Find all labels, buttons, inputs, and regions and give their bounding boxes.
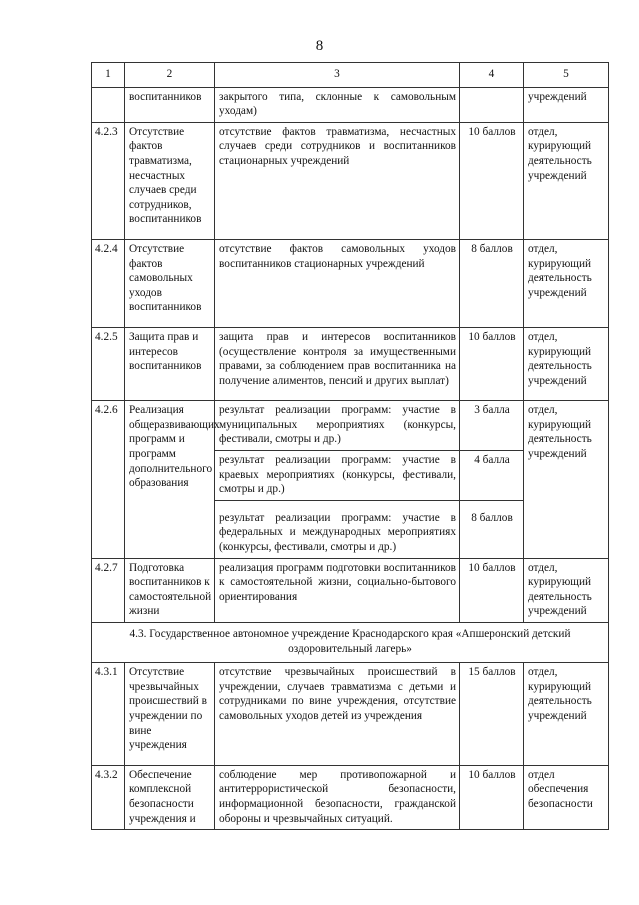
header-cell: 1	[92, 63, 125, 88]
responsible-unit: отдел, курирующий деятельность учреждений	[524, 122, 609, 239]
table-row	[92, 327, 609, 400]
criterion-description: защита прав и интересов воспитанников (осуществление контроля за имущественными правами, за соблюдением прав воспитанника на получение алиментов, пенсий и других выплат)	[215, 327, 460, 400]
table-row	[92, 558, 609, 622]
criterion-name: Защита прав и интересов воспитанников	[125, 327, 215, 400]
criteria-table	[91, 62, 609, 830]
row-number: 4.2.7	[92, 558, 125, 622]
table-row	[92, 765, 609, 829]
header-cell: 5	[524, 63, 609, 88]
row-number	[92, 87, 125, 122]
criterion-score: 10 баллов	[460, 558, 524, 622]
section-row	[92, 623, 609, 663]
table-row	[92, 239, 609, 327]
section-heading: 4.3. Государственное автономное учреждение Краснодарского края «Апшеронский детский оздоровительный лагерь»	[92, 623, 609, 663]
responsible-unit: отдел обеспечения безопасности	[524, 765, 609, 829]
row-number: 4.2.6	[92, 401, 125, 558]
responsible-unit: учреждений	[524, 87, 609, 122]
responsible-unit: отдел, курирующий деятельность учреждений	[524, 327, 609, 400]
criterion-score: 10 баллов	[460, 122, 524, 239]
table-row	[92, 122, 609, 239]
row-number: 4.3.2	[92, 765, 125, 829]
criterion-name: Реализация общеразвивающих программ и программ дополнительного образования	[125, 401, 215, 558]
criterion-name: Отсутствие фактов травматизма, несчастных случаев среди сотрудников, воспитанников	[125, 122, 215, 239]
table-row	[92, 663, 609, 766]
criterion-description: реализация программ подготовки воспитанников к самостоятельной жизни, социально-бытового ориентирования	[215, 558, 460, 622]
criterion-name: Отсутствие чрезвычайных происшествий в учреждении по вине учреждения	[125, 663, 215, 766]
responsible-unit: отдел, курирующий деятельность учреждений	[524, 663, 609, 766]
criterion-description: отсутствие фактов самовольных уходов воспитанников стационарных учреждений	[215, 239, 460, 327]
header-cell: 2	[125, 63, 215, 88]
criterion-score: 15 баллов	[460, 663, 524, 766]
criterion-score	[460, 87, 524, 122]
responsible-unit: отдел, курирующий деятельность учреждений	[524, 558, 609, 622]
criterion-description: соблюдение мер противопожарной и антитеррористической безопасности, информационной безопасности, гражданской обороны и чрезвычайных ситуаций.	[215, 765, 460, 829]
table-header-row	[92, 63, 609, 88]
criterion-description: отсутствие чрезвычайных происшествий в учреждении, случаев травматизма с детьми и сотрудниками по вине учреждения, отсутствие самовольных уходов детей из учреждения	[215, 663, 460, 766]
table-row	[92, 401, 609, 451]
responsible-unit: отдел, курирующий деятельность учреждений	[524, 239, 609, 327]
criterion-description: результат реализации программ: участие в федеральных и международных мероприятиях (конкурсы, фестивали, смотры и др.)	[215, 500, 460, 558]
criterion-score: 8 баллов	[460, 239, 524, 327]
criterion-score: 10 баллов	[460, 765, 524, 829]
criterion-name: воспитанников	[125, 87, 215, 122]
table-row	[92, 87, 609, 122]
criterion-description: результат реализации программ: участие в краевых мероприятиях (конкурсы, фестивали, смотры и др.)	[215, 451, 460, 501]
criterion-name: Обеспечение комплексной безопасности учреждения и	[125, 765, 215, 829]
row-number: 4.2.4	[92, 239, 125, 327]
page-number: 8	[315, 38, 324, 54]
criterion-description: отсутствие фактов травматизма, несчастных случаев среди сотрудников и воспитанников стационарных учреждений	[215, 122, 460, 239]
row-number: 4.3.1	[92, 663, 125, 766]
criterion-description: закрытого типа, склонные к самовольным уходам)	[215, 87, 460, 122]
criterion-score: 4 балла	[460, 451, 524, 501]
criterion-score: 10 баллов	[460, 327, 524, 400]
criterion-description: результат реализации программ: участие в муниципальных мероприятиях (конкурсы, фестивали, смотры и др.)	[215, 401, 460, 451]
criterion-name: Подготовка воспитанников к самостоятельной жизни	[125, 558, 215, 622]
row-number: 4.2.5	[92, 327, 125, 400]
criterion-score: 8 баллов	[460, 500, 524, 558]
criterion-name: Отсутствие фактов самовольных уходов воспитанников	[125, 239, 215, 327]
row-number: 4.2.3	[92, 122, 125, 239]
responsible-unit: отдел, курирующий деятельность учреждений	[524, 401, 609, 558]
header-cell: 3	[215, 63, 460, 88]
criterion-score: 3 балла	[460, 401, 524, 451]
header-cell: 4	[460, 63, 524, 88]
